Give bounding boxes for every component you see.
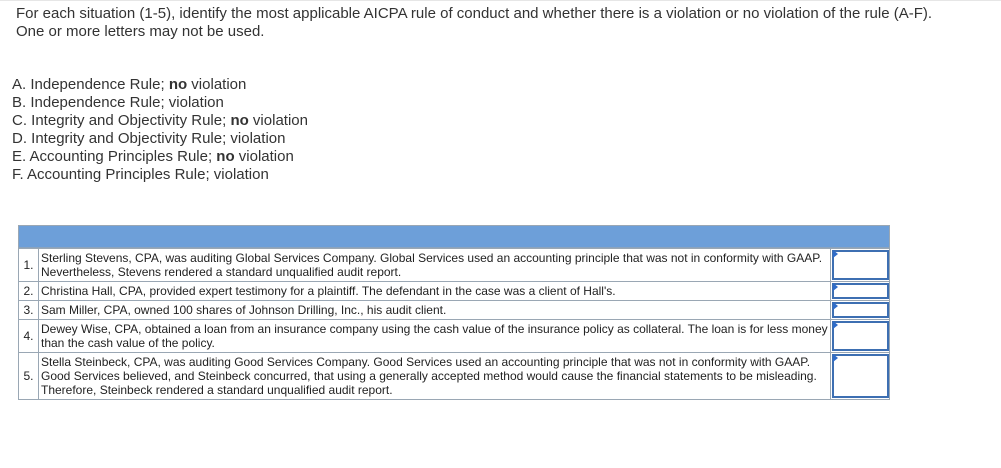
situation-row-2: [19, 281, 889, 300]
top-divider: [0, 0, 1001, 1]
option-f: [12, 166, 308, 184]
option-letter: A.: [12, 76, 27, 93]
option-text: Independence Rule;: [30, 76, 169, 93]
answer-box[interactable]: [832, 321, 889, 351]
option-a: [12, 76, 308, 94]
option-text: Integrity and Objectivity Rule; violation: [31, 130, 286, 147]
option-c: [12, 112, 308, 130]
option-text: Integrity and Objectivity Rule;: [31, 112, 231, 129]
dropdown-caret-icon: [833, 321, 838, 329]
option-bold: no: [216, 148, 235, 165]
answer-dropdown-3[interactable]: [831, 301, 889, 319]
situation-text: Stella Steinbeck, CPA, was auditing Good Services Company. Good Services used an accounting principle that was not in conformity with GAAP. Good Services believed, and Steinbeck concurred, that using a generally accepted method would cause the financial statements to be misleading. Therefore, Steinbeck rendered a standard unqualified audit report.: [39, 353, 831, 399]
option-e: [12, 148, 308, 166]
option-text-end: violation: [234, 148, 294, 165]
situation-row-4: [19, 319, 889, 352]
answer-dropdown-5[interactable]: [831, 353, 889, 399]
situation-row-3: [19, 300, 889, 319]
instructions-text: For each situation (1-5), identify the most applicable AICPA rule of conduct and whether there is a violation or no violation of the rule (A-F). One or more letters may not be used.: [16, 5, 933, 40]
option-letter: C.: [12, 112, 27, 129]
situation-text: Sam Miller, CPA, owned 100 shares of Johnson Drilling, Inc., his audit client.: [39, 301, 831, 319]
answer-options-list: [12, 76, 308, 184]
option-b: [12, 94, 308, 112]
answer-box[interactable]: [832, 250, 889, 280]
answer-dropdown-1[interactable]: [831, 249, 889, 281]
option-letter: E.: [12, 148, 27, 165]
option-text-end: violation: [248, 112, 308, 129]
option-text: Accounting Principles Rule;: [29, 148, 217, 165]
option-text: Accounting Principles Rule; violation: [27, 166, 269, 183]
situation-number: 2.: [19, 282, 39, 300]
situation-number: 3.: [19, 301, 39, 319]
option-letter: F.: [12, 166, 24, 183]
dropdown-caret-icon: [833, 302, 838, 310]
dropdown-caret-icon: [833, 250, 838, 258]
situation-number: 1.: [19, 249, 39, 281]
situation-row-5: [19, 352, 889, 399]
situation-text: Dewey Wise, CPA, obtained a loan from an insurance company using the cash value of the insurance policy as collateral. The loan is for less money than the cash value of the policy.: [39, 320, 831, 352]
option-letter: D.: [12, 130, 27, 147]
answer-box[interactable]: [832, 302, 889, 318]
answer-dropdown-4[interactable]: [831, 320, 889, 352]
option-bold: no: [168, 76, 188, 93]
option-text-end: violation: [187, 76, 247, 93]
situation-text: Christina Hall, CPA, provided expert testimony for a plaintiff. The defendant in the case was a client of Hall's.: [39, 282, 831, 300]
situation-number: 4.: [19, 320, 39, 352]
option-text: Independence Rule; violation: [30, 94, 224, 111]
option-letter: B.: [12, 94, 27, 111]
situation-text: Sterling Stevens, CPA, was auditing Global Services Company. Global Services used an accounting principle that was not in conformity with GAAP. Nevertheless, Stevens rendered a standard unqualified audit report.: [39, 249, 831, 281]
situation-number: 5.: [19, 353, 39, 399]
answer-box[interactable]: [832, 283, 889, 299]
answer-dropdown-2[interactable]: [831, 282, 889, 300]
dropdown-caret-icon: [833, 354, 838, 362]
option-bold: no: [230, 112, 249, 129]
situation-row-1: [19, 248, 889, 281]
table-header-bar: [19, 226, 889, 248]
answer-box[interactable]: [832, 354, 889, 398]
dropdown-caret-icon: [833, 283, 838, 291]
matching-table: [18, 225, 890, 400]
option-d: [12, 130, 308, 148]
